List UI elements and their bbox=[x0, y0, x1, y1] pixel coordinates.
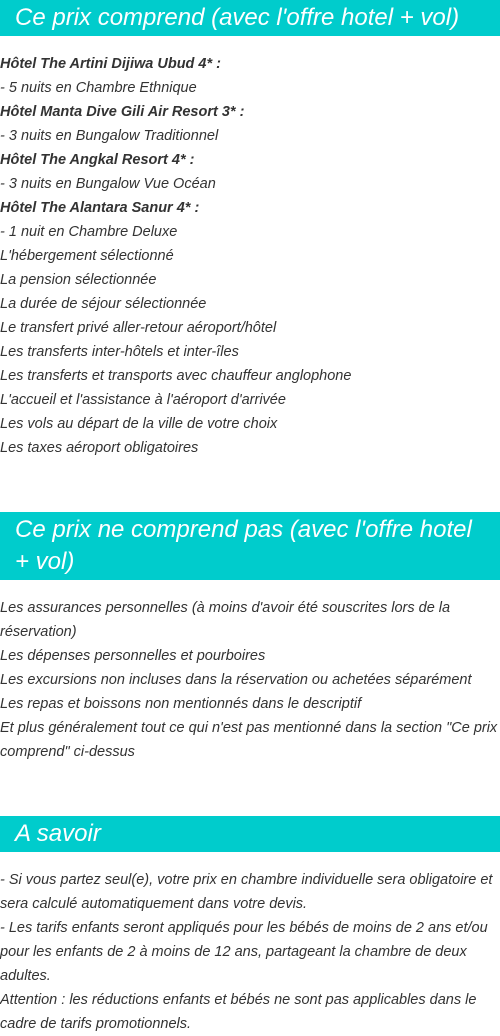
list-item: Hôtel Manta Dive Gili Air Resort 3* : bbox=[0, 104, 245, 120]
list-item: L'accueil et l'assistance à l'aéroport d'arrivée bbox=[0, 392, 286, 408]
list-item: Les transferts inter-hôtels et inter-îles bbox=[0, 344, 239, 360]
list-item: Attention : les réductions enfants et bébés ne sont pas applicables dans le cadre de tarifs promotionnels. bbox=[0, 992, 477, 1032]
list-item: La durée de séjour sélectionnée bbox=[0, 296, 207, 312]
list-item: Hôtel The Alantara Sanur 4* : bbox=[0, 200, 200, 216]
list-item: La pension sélectionnée bbox=[0, 272, 157, 288]
list-item: Hôtel The Artini Dijiwa Ubud 4* : bbox=[0, 56, 221, 72]
good-to-know-list bbox=[0, 852, 500, 1036]
list-item: - 3 nuits en Bungalow Vue Océan bbox=[0, 176, 216, 192]
list-item: Les vols au départ de la ville de votre choix bbox=[0, 416, 278, 432]
section-title-good-to-know: A savoir bbox=[0, 816, 500, 852]
section-title-not-included: Ce prix ne comprend pas (avec l'offre hotel + vol) bbox=[0, 512, 500, 580]
included-list bbox=[0, 36, 500, 460]
list-item: - Si vous partez seul(e), votre prix en chambre individuelle sera obligatoire et sera calculé automatiquement dans votre devis. bbox=[0, 872, 493, 912]
list-item: Les taxes aéroport obligatoires bbox=[0, 440, 199, 456]
section-title-included: Ce prix comprend (avec l'offre hotel + vol) bbox=[0, 0, 500, 36]
list-item: L'hébergement sélectionné bbox=[0, 248, 174, 264]
list-item: Hôtel The Angkal Resort 4* : bbox=[0, 152, 195, 168]
list-item: - 3 nuits en Bungalow Traditionnel bbox=[0, 128, 219, 144]
list-item: Et plus généralement tout ce qui n'est pas mentionné dans la section "Ce prix comprend" ci-dessus bbox=[0, 720, 498, 760]
list-item: - Les tarifs enfants seront appliqués pour les bébés de moins de 2 ans et/ou pour les enfants de 2 à moins de 12 ans, partageant la chambre de deux adultes. bbox=[0, 920, 488, 984]
not-included-list bbox=[0, 580, 500, 764]
list-item: Les assurances personnelles (à moins d'avoir été souscrites lors de la réservation) bbox=[0, 600, 451, 640]
list-item: - 5 nuits en Chambre Ethnique bbox=[0, 80, 197, 96]
list-item: Les excursions non incluses dans la réservation ou achetées séparément bbox=[0, 672, 472, 688]
list-item: - 1 nuit en Chambre Deluxe bbox=[0, 224, 178, 240]
list-item: Les dépenses personnelles et pourboires bbox=[0, 648, 266, 664]
list-item: Les transferts et transports avec chauffeur anglophone bbox=[0, 368, 352, 384]
list-item: Le transfert privé aller-retour aéroport/hôtel bbox=[0, 320, 277, 336]
list-item: Les repas et boissons non mentionnés dans le descriptif bbox=[0, 696, 362, 712]
